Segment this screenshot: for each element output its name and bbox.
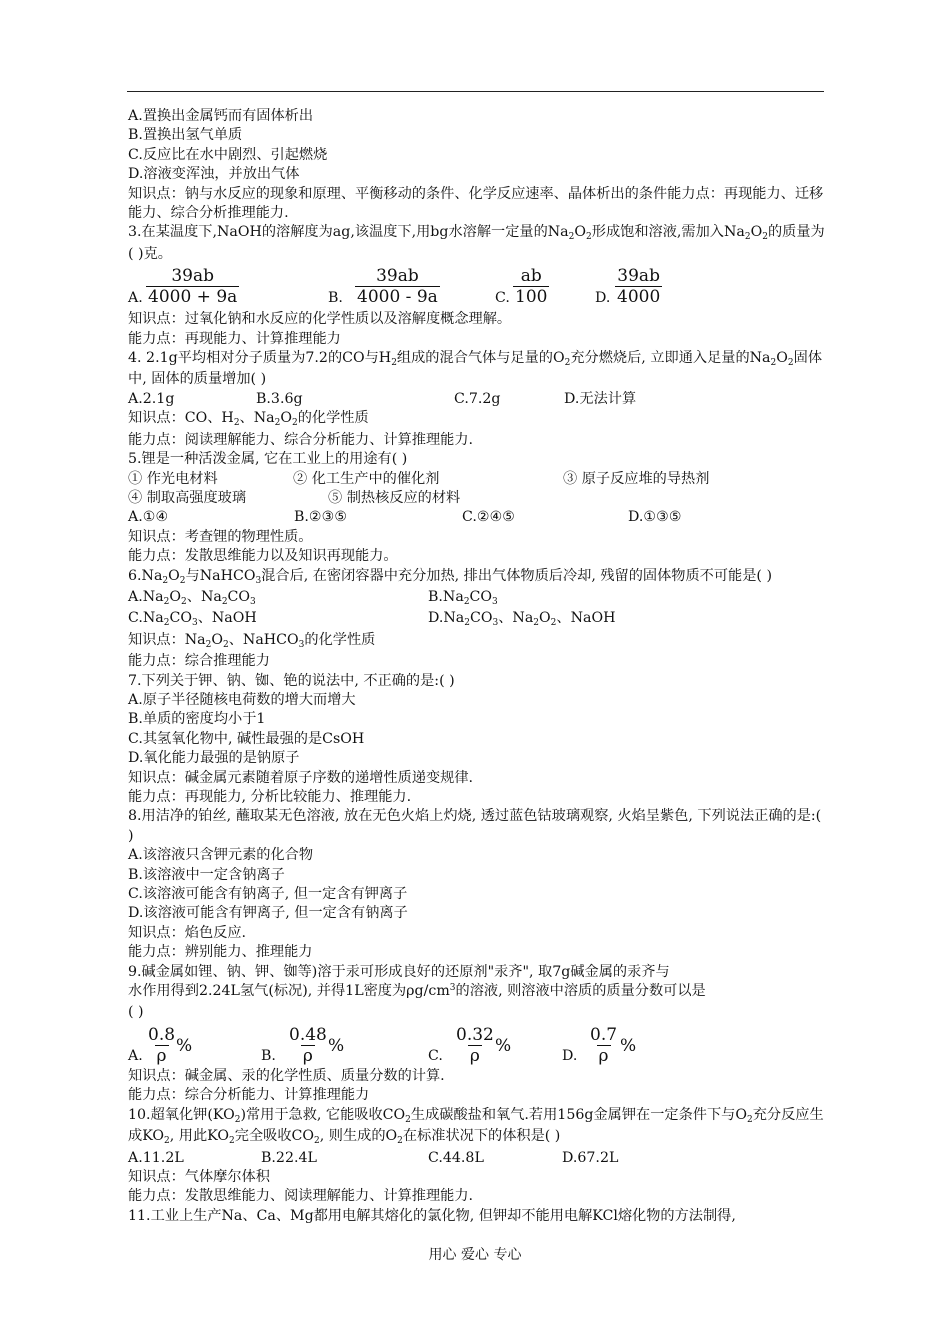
knowledge-point: 知识点：碱金属、汞的化学性质、质量分数的计算. <box>128 1067 445 1084</box>
option-line: D.溶液变浑浊，并放出气体 <box>128 166 300 183</box>
ability-point: 能力点：阅读理解能力、综合分析能力、计算推理能力. <box>128 431 474 448</box>
question-8: 8.用洁净的铂丝, 蘸取某无色溶液, 放在无色火焰上灼烧, 透过蓝色钴玻璃观察, 火焰呈紫色, 下列说法正确的是:( ) <box>128 808 822 844</box>
q9-option-b: B. $\frac{0.48}{\rho}$ % <box>261 1024 345 1066</box>
option-line: D.氧化能力最强的是钠原子 <box>128 750 300 767</box>
q3-option-b: B. $\frac{39ab}{4000 - 9a}$ <box>328 266 438 308</box>
question-9: 水作用得到2.24L氢气(标况), 并得1L密度为$\rho g/cm^3$的溶液, 则溶液中溶质的质量分数可以是 <box>128 983 706 1000</box>
question-9: 9.碱金属如锂、钠、钾、铷等)溶于汞可形成良好的还原剂"汞齐", 取7g碱金属的汞齐与 <box>128 963 670 980</box>
question-3: 3.在某温度下,NaOH的溶解度为ag,该温度下,用bg水溶解一定量的$Na_2O_2$形成饱和溶液,需加入$Na_2O_2$的质量为( )克。 <box>128 224 825 262</box>
q4-options: A.2.1g B.3.6g C.7.2g D.无法计算 <box>128 390 637 407</box>
option-line: D.该溶液可能含有钾离子, 但一定含有钠离子 <box>128 905 408 922</box>
ability-point: 能力点：综合分析能力、计算推理能力 <box>128 1087 370 1104</box>
q3-option-c: C. $\frac{ab}{100}$ <box>495 266 548 308</box>
option-line: B.置换出氢气单质 <box>128 127 243 144</box>
knowledge-point: 知识点：钠与水反应的现象和原理、平衡移动的条件、化学反应速率、晶体析出的条件能力点：再现能力、迁移能力、综合分析推理能力. <box>128 185 824 222</box>
ability-point: 能力点：再现能力, 分析比较能力、推理能力. <box>128 789 412 805</box>
option-line: B.该溶液中一定含钠离子 <box>128 866 285 883</box>
q5-items: ④ 制取高强度玻璃 ⑤ 制热核反应的材料 <box>128 489 461 506</box>
option-line: C.该溶液可能含有钠离子, 但一定含有钾离子 <box>128 886 408 903</box>
knowledge-point: 知识点：考查锂的物理性质。 <box>128 528 313 545</box>
knowledge-point: 知识点：焰色反应. <box>128 924 247 941</box>
knowledge-point: 知识点：气体摩尔体积 <box>128 1168 270 1185</box>
ability-point: 能力点：辨别能力、推理能力 <box>128 944 313 961</box>
option-line: C.反应比在水中剧烈、引起燃烧 <box>128 146 328 163</box>
option-line: A.该溶液只含钾元素的化合物 <box>128 847 314 864</box>
knowledge-point: 知识点：CO、$H_2$、$Na_2O_2$的化学性质 <box>128 410 369 429</box>
question-10: 10.超氧化钾$(KO_2)$常用于急救, 它能吸收$CO_2$生成碳酸盐和氧气.若用156g金属钾在一定条件下与$O_2$充分反应生成$KO_2$, 用此$KO_2$完全吸收$CO_2$, 则生成的$O_2$在标准状况下的体积是( ) <box>128 1106 824 1147</box>
ability-point: 能力点：再现能力、计算推理能力 <box>128 330 341 347</box>
q9-option-a: A. $\frac{0.8}{\rho}$ % <box>128 1024 193 1066</box>
q6-options: $C.Na_2CO_3$、NaOH $D.Na_2CO_3$、$Na_2O_2$、NaOH <box>128 610 616 629</box>
document-body <box>128 107 828 1226</box>
knowledge-point: 知识点：过氧化钠和水反应的化学性质以及溶解度概念理解。 <box>128 311 512 328</box>
q5-items: ① 作光电材料 ② 化工生产中的催化剂 ③ 原子反应堆的导热剂 <box>128 470 710 487</box>
q5-options: A.①④ B.②③⑤ C.②④⑤ D.①③⑤ <box>128 509 682 526</box>
knowledge-point: 知识点：$Na_2O_2$、NaHCO$_3$的化学性质 <box>128 631 376 650</box>
q6-options: $A.Na_2O_2$、$Na_2CO_3$ $B.Na_2CO_3$ <box>128 588 498 607</box>
question-11: 11.工业上生产Na、Ca、Mg都用电解其熔化的氯化物, 但钾却不能用电解KCl熔化物的方法制得, <box>128 1207 736 1224</box>
question-9: ( ) <box>128 1004 144 1021</box>
q9-option-d: D. $\frac{0.7}{\rho}$ % <box>562 1024 637 1066</box>
q10-options: A.11.2L B.22.4L C.44.8L D.67.2L <box>128 1149 619 1166</box>
q9-options <box>128 1023 828 1067</box>
q3-option-a: A. $\frac{39ab}{4000 + 9a}$ <box>128 266 238 308</box>
question-4: 4. 2.1g平均相对分子质量为7.2的CO与$H_2$组成的混合气体与足量的$O_2$充分燃烧后, 立即通入足量的$Na_2O_2$固体中, 固体的质量增加( ) <box>128 350 823 388</box>
option-line: A.置换出金属钙而有固体析出 <box>128 108 314 124</box>
question-5: 5.锂是一种活泼金属, 它在工业上的用途有( ) <box>128 451 408 468</box>
option-line: C.其氢氧化物中, 碱性最强的是CsOH <box>128 730 365 747</box>
option-line: B.单质的密度均小于1 <box>128 711 266 728</box>
ability-point: 能力点：发散思维能力以及知识再现能力。 <box>128 548 398 565</box>
q3-options <box>128 264 828 310</box>
question-7: 7.下列关于钾、钠、铷、铯的说法中, 不正确的是:( ) <box>128 672 455 689</box>
q3-option-d: D. $\frac{39ab}{4000}$ <box>595 266 661 308</box>
knowledge-point: 知识点：碱金属元素随着原子序数的递增性质递变规律. <box>128 769 474 786</box>
ability-point: 能力点：发散思维能力、阅读理解能力、计算推理能力. <box>128 1188 474 1205</box>
question-6: $6.Na_2O_2$与NaHCO$_3$混合后, 在密闭容器中充分加热, 排出气体物质后冷却, 残留的固体物质不可能是( ) <box>128 567 773 586</box>
option-line: A.原子半径随核电荷数的增大而增大 <box>128 691 356 708</box>
page-footer: 用心 爱心 专心 <box>428 1247 522 1263</box>
header-rule <box>127 91 824 92</box>
q9-option-c: C. $\frac{0.32}{\rho}$ % <box>428 1024 512 1066</box>
ability-point: 能力点：综合推理能力 <box>128 653 270 670</box>
